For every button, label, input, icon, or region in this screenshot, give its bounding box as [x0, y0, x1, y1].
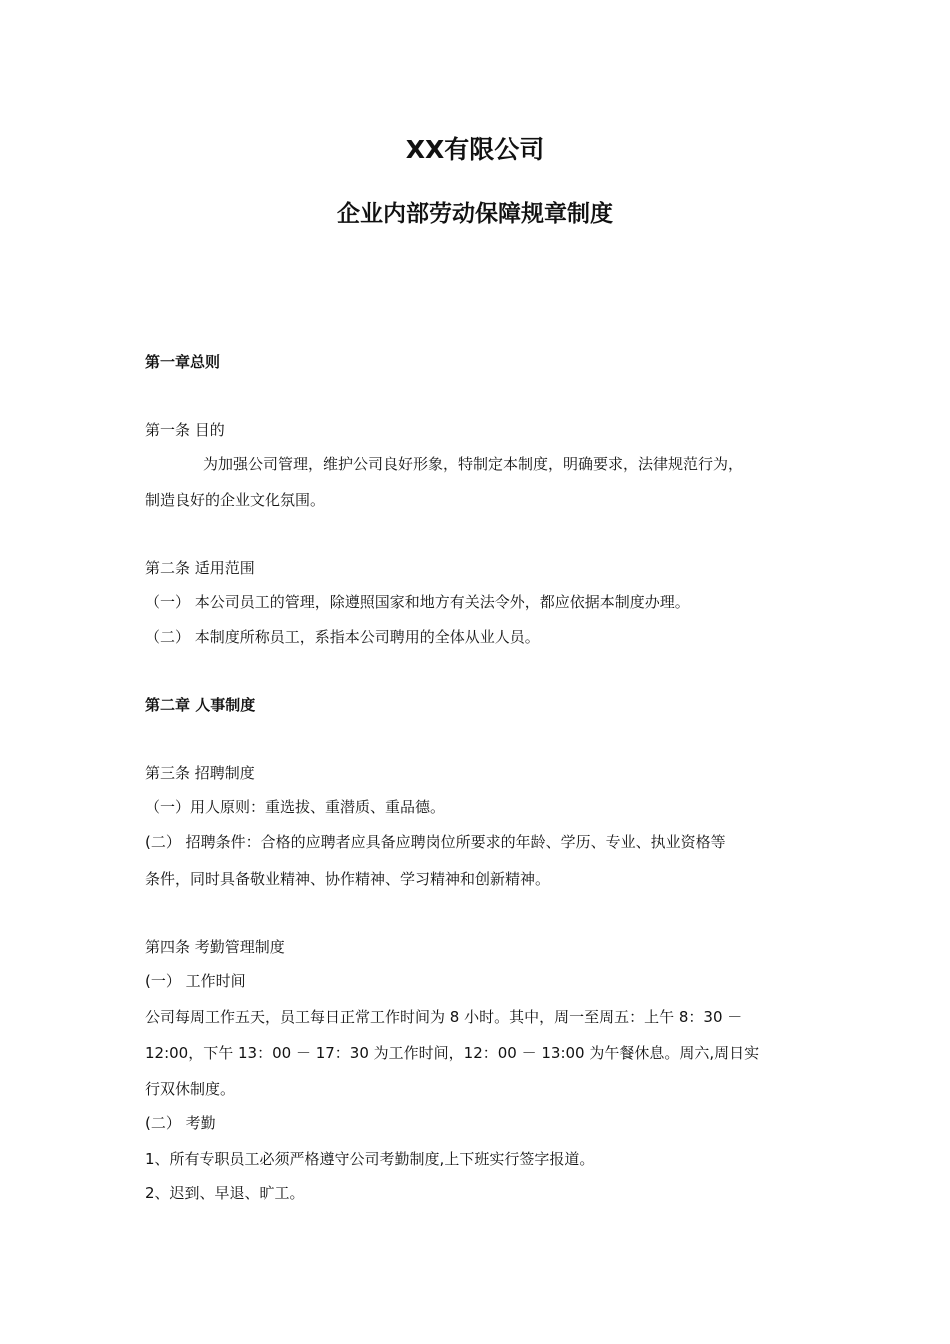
article-heading: 第三条 招聘制度	[145, 764, 255, 782]
paragraph-line: 为加强公司管理，维护公司良好形象，特制定本制度，明确要求，法律规范行为，	[203, 455, 744, 473]
article-heading: 第一条 目的	[145, 421, 225, 439]
paragraph-line: (一） 工作时间	[145, 972, 246, 990]
article-heading: 第二条 适用范围	[145, 559, 255, 577]
paragraph-line: 12:00，下午 13：00 － 17：30 为工作时间，12：00 － 13:00 为午餐休息。周六,周日实	[145, 1044, 760, 1062]
paragraph-line: （二） 本制度所称员工，系指本公司聘用的全体从业人员。	[145, 628, 540, 646]
chapter-heading: 第一章总则	[145, 353, 221, 371]
paragraph-line: 制造良好的企业文化氛围。	[145, 491, 326, 509]
paragraph-line: 公司每周工作五天，员工每日正常工作时间为 8 小时。其中，周一至周五：上午 8：30 －	[145, 1008, 743, 1026]
paragraph-line: （一） 本公司员工的管理，除遵照国家和地方有关法令外，都应依据本制度办理。	[145, 593, 690, 611]
paragraph-line: （一）用人原则：重选拔、重潜质、重品德。	[145, 798, 446, 816]
article-heading: 第四条 考勤管理制度	[145, 938, 285, 956]
document-title: 企业内部劳动保障规章制度	[337, 201, 613, 227]
paragraph-line: 2、迟到、早退、旷工。	[145, 1184, 305, 1202]
paragraph-line: 1、所有专职员工必须严格遵守公司考勤制度,上下班实行签字报道。	[145, 1150, 595, 1168]
company-title: XX有限公司	[405, 135, 545, 164]
paragraph-line: (二） 招聘条件：合格的应聘者应具备应聘岗位所要求的年龄、学历、专业、执业资格等	[145, 833, 726, 851]
chapter-heading: 第二章 人事制度	[145, 696, 256, 714]
paragraph-line: 行双休制度。	[145, 1080, 236, 1098]
paragraph-line: 条件，同时具备敬业精神、协作精神、学习精神和创新精神。	[145, 870, 551, 888]
paragraph-line: (二） 考勤	[145, 1114, 216, 1132]
